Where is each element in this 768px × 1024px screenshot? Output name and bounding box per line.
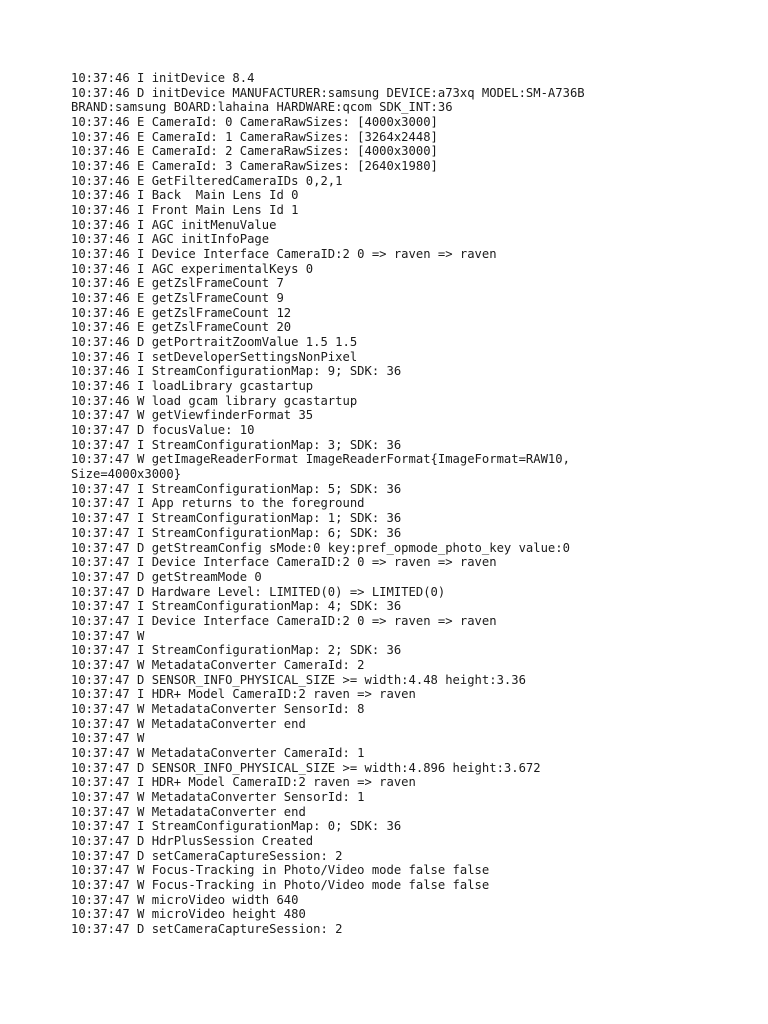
log-line: 10:37:47 D Hardware Level: LIMITED(0) => LIMITED(0) — [71, 584, 446, 599]
log-line: 10:37:46 I StreamConfigurationMap: 9; SDK: 36 — [71, 364, 402, 379]
log-line: 10:37:47 D setCameraCaptureSession: 2 — [71, 921, 343, 936]
log-line: 10:37:47 D getStreamConfig sMode:0 key:pref_opmode_photo_key value:0 — [71, 540, 570, 555]
log-line: 10:37:47 W getImageReaderFormat ImageReaderFormat{ImageFormat=RAW10, — [71, 452, 570, 467]
log-line: 10:37:46 D getPortraitZoomValue 1.5 1.5 — [71, 335, 358, 350]
log-line: 10:37:46 I setDeveloperSettingsNonPixel — [71, 349, 358, 364]
log-line: 10:37:47 D focusValue: 10 — [71, 423, 255, 438]
log-line: 10:37:47 W MetadataConverter CameraId: 1 — [71, 745, 365, 760]
log-line: 10:37:47 W MetadataConverter CameraId: 2 — [71, 657, 365, 672]
log-line: 10:37:47 D SENSOR_INFO_PHYSICAL_SIZE >= width:4.48 height:3.36 — [71, 672, 526, 687]
log-line: 10:37:46 I Device Interface CameraID:2 0 => raven => raven — [71, 247, 497, 262]
log-line: 10:37:46 I AGC initInfoPage — [71, 232, 270, 247]
log-line: 10:37:47 W Focus-Tracking in Photo/Video mode false false — [71, 863, 490, 878]
log-line: 10:37:47 W microVideo height 480 — [71, 907, 306, 922]
log-line: 10:37:46 E CameraId: 3 CameraRawSizes: [2640x1980] — [71, 159, 438, 174]
log-line: 10:37:47 I StreamConfigurationMap: 2; SDK: 36 — [71, 643, 402, 658]
log-line: 10:37:46 E getZslFrameCount 12 — [71, 305, 292, 320]
log-line: 10:37:46 E getZslFrameCount 20 — [71, 320, 292, 335]
log-line: 10:37:46 I Back Main Lens Id 0 — [71, 188, 299, 203]
log-line: 10:37:46 W load gcam library gcastartup — [71, 393, 358, 408]
log-line: 10:37:47 W — [71, 731, 145, 746]
log-line: 10:37:46 E CameraId: 0 CameraRawSizes: [4000x3000] — [71, 115, 438, 130]
log-line: 10:37:47 I Device Interface CameraID:2 0 => raven => raven — [71, 555, 497, 570]
log-line: 10:37:47 W microVideo width 640 — [71, 892, 299, 907]
log-line: Size=4000x3000} — [71, 467, 182, 482]
log-line: 10:37:46 E CameraId: 2 CameraRawSizes: [4000x3000] — [71, 144, 438, 159]
log-line: 10:37:47 W MetadataConverter end — [71, 716, 306, 731]
log-line: 10:37:46 E getZslFrameCount 9 — [71, 291, 284, 306]
log-line: 10:37:47 I StreamConfigurationMap: 1; SDK: 36 — [71, 511, 402, 526]
log-line: 10:37:47 W MetadataConverter end — [71, 804, 306, 819]
log-document — [71, 71, 751, 937]
log-line: 10:37:47 D setCameraCaptureSession: 2 — [71, 848, 343, 863]
log-line: 10:37:46 E CameraId: 1 CameraRawSizes: [3264x2448] — [71, 129, 438, 144]
log-line: 10:37:46 I AGC initMenuValue — [71, 217, 277, 232]
log-line: 10:37:47 I StreamConfigurationMap: 4; SDK: 36 — [71, 599, 402, 614]
log-line: 10:37:47 W — [71, 628, 145, 643]
log-line: 10:37:46 I Front Main Lens Id 1 — [71, 203, 299, 218]
log-line: 10:37:47 D SENSOR_INFO_PHYSICAL_SIZE >= width:4.896 height:3.672 — [71, 760, 541, 775]
log-line: 10:37:47 I HDR+ Model CameraID:2 raven => raven — [71, 775, 416, 790]
log-line: 10:37:47 I StreamConfigurationMap: 0; SDK: 36 — [71, 819, 402, 834]
log-line: 10:37:46 E getZslFrameCount 7 — [71, 276, 284, 291]
log-line: 10:37:47 W getViewfinderFormat 35 — [71, 408, 314, 423]
log-line: 10:37:47 I StreamConfigurationMap: 3; SDK: 36 — [71, 437, 402, 452]
log-line: 10:37:47 W MetadataConverter SensorId: 1 — [71, 789, 365, 804]
log-line: 10:37:46 D initDevice MANUFACTURER:samsung DEVICE:a73xq MODEL:SM-A736B — [71, 85, 585, 100]
log-line: 10:37:47 I HDR+ Model CameraID:2 raven => raven — [71, 687, 416, 702]
log-line: 10:37:47 I App returns to the foreground — [71, 496, 365, 511]
log-line: 10:37:46 I AGC experimentalKeys 0 — [71, 261, 314, 276]
log-line: 10:37:46 I loadLibrary gcastartup — [71, 379, 314, 394]
log-line: 10:37:46 I initDevice 8.4 — [71, 71, 255, 85]
log-line: 10:37:46 E GetFilteredCameraIDs 0,2,1 — [71, 173, 343, 188]
log-line: 10:37:47 I StreamConfigurationMap: 6; SDK: 36 — [71, 525, 402, 540]
log-line: 10:37:47 I StreamConfigurationMap: 5; SDK: 36 — [71, 481, 402, 496]
log-line: 10:37:47 W Focus-Tracking in Photo/Video mode false false — [71, 877, 490, 892]
log-line: 10:37:47 I Device Interface CameraID:2 0 => raven => raven — [71, 613, 497, 628]
log-line: 10:37:47 D HdrPlusSession Created — [71, 833, 314, 848]
log-line: BRAND:samsung BOARD:lahaina HARDWARE:qcom SDK_INT:36 — [71, 100, 453, 115]
log-line: 10:37:47 W MetadataConverter SensorId: 8 — [71, 701, 365, 716]
log-line: 10:37:47 D getStreamMode 0 — [71, 569, 262, 584]
